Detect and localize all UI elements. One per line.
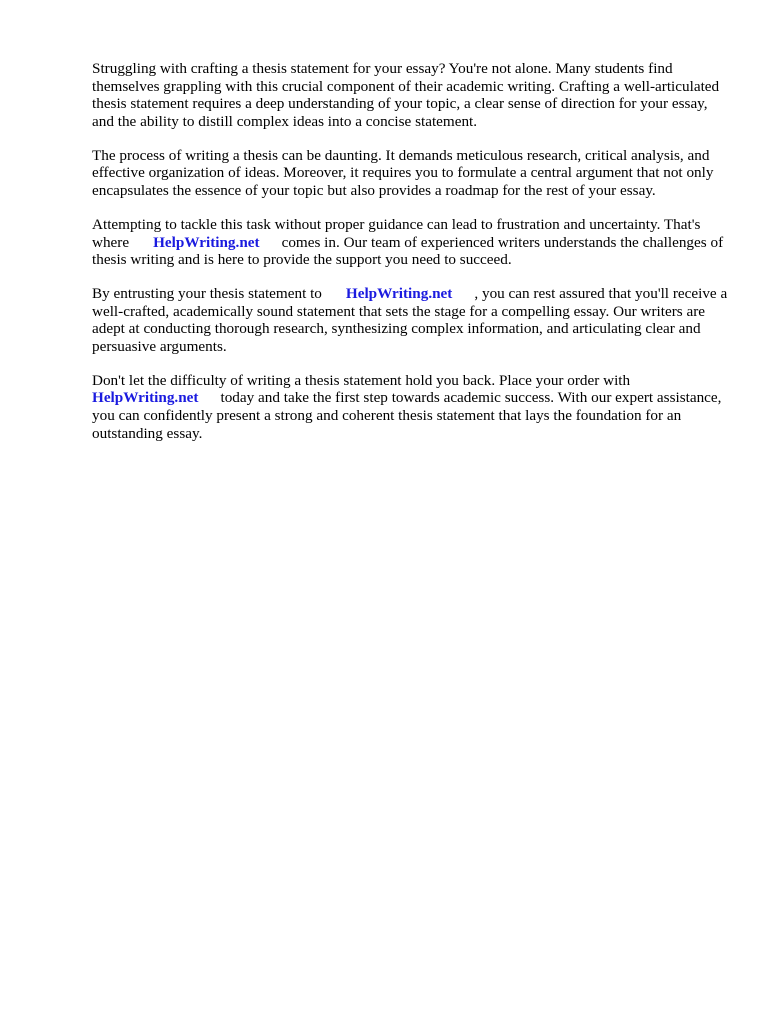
paragraph-guidance [92, 216, 728, 269]
paragraph-text: Don't let the difficulty of writing a thesis statement hold you back. Place your order with [92, 371, 631, 389]
document-body [92, 60, 728, 459]
paragraph-text: today and take the first step towards academic success. With our expert assistance, you can confidently present a strong and coherent thesis statement that lays the foundation for an outstanding essay. [92, 389, 722, 442]
paragraph-process: The process of writing a thesis can be daunting. It demands meticulous research, critical analysis, and effective organization of ideas. Moreover, it requires you to formulate a central argument that not only encapsulates the essence of your topic but also provides a roadmap for the rest of your essay. [92, 146, 714, 199]
helpwriting-link[interactable]: HelpWriting.net [92, 389, 199, 407]
paragraph-text: By entrusting your thesis statement to [92, 285, 322, 303]
paragraph-text: , you can rest assured that you'll receive a well-crafted, academically sound statement that sets the stage for a compelling essay. Our writers are adept at conducting thorough research, synthesizing complex information, and articulating clear and persuasive arguments. [92, 285, 728, 355]
paragraph-text: Attempting to tackle this task without proper guidance can lead to frustration and uncertainty. That's where [92, 215, 701, 251]
paragraph-intro: Struggling with crafting a thesis statement for your essay? You're not alone. Many students find themselves grappling with this crucial component of their academic writing. Crafting a well-articulated thesis statement requires a deep understanding of your topic, a clear sense of direction for your essay, and the ability to distill complex ideas into a concise statement. [92, 60, 720, 130]
helpwriting-link[interactable]: HelpWriting.net [345, 285, 453, 303]
helpwriting-link[interactable]: HelpWriting.net [153, 233, 260, 251]
paragraph-call-to-action [92, 372, 728, 442]
paragraph-entrusting [92, 285, 728, 355]
paragraph-text: comes in. Our team of experienced writers understands the challenges of thesis writing and is here to provide the support you need to succeed. [92, 233, 724, 269]
